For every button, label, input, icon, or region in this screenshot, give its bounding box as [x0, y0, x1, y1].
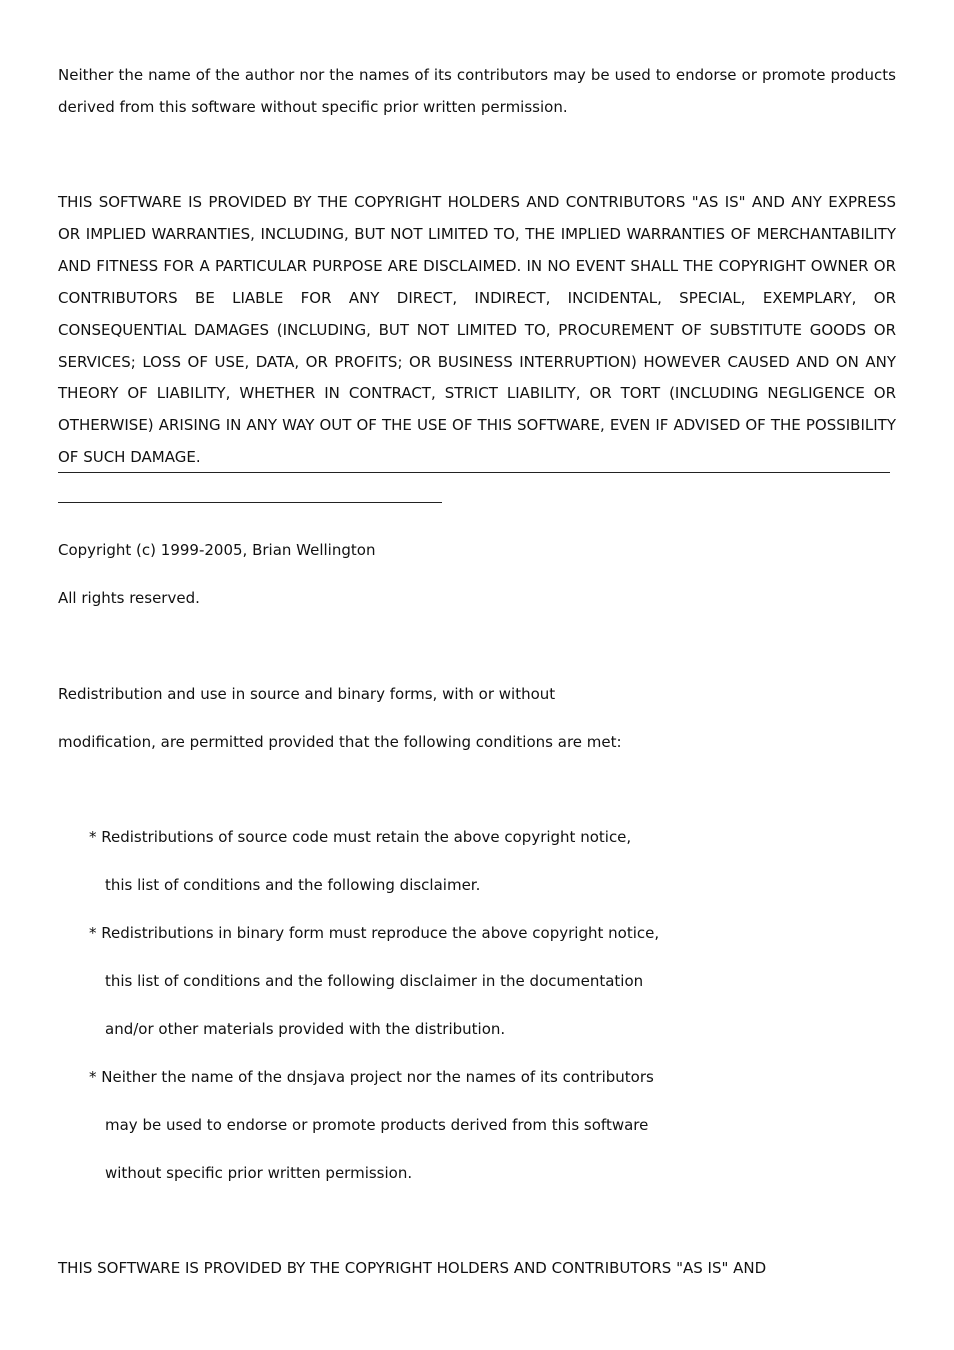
disclaimer-start-line: THIS SOFTWARE IS PROVIDED BY THE COPYRIGHT HOLDERS AND CONTRIBUTORS "AS IS" AND — [58, 1259, 767, 1277]
condition-continuation: without specific prior written permission. — [105, 1164, 413, 1182]
copyright-line: Copyright (c) 1999-2005, Brian Wellington — [58, 541, 376, 559]
redistribution-intro-line: modification, are permitted provided that the following conditions are met: — [58, 733, 622, 751]
rights-line: All rights reserved. — [58, 589, 200, 607]
redistribution-intro-line: Redistribution and use in source and binary forms, with or without — [58, 685, 556, 703]
condition-bullet: * Redistributions of source code must retain the above copyright notice, — [89, 828, 632, 846]
warranty-disclaimer-paragraph: THIS SOFTWARE IS PROVIDED BY THE COPYRIGHT HOLDERS AND CONTRIBUTORS "AS IS" AND ANY EXPRESS OR IMPLIED WARRANTIES, INCLUDING, BUT NOT LIMITED TO, THE IMPLIED WARRANTIES OF MERCHANTABILITY AND FITNESS FOR A PARTICULAR PURPOSE ARE DISCLAIMED. IN NO EVENT SHALL THE COPYRIGHT OWNER OR CONTRIBUTORS BE LIABLE FOR ANY DIRECT, INDIRECT, INCIDENTAL, SPECIAL, EXEMPLARY, OR CONSEQUENTIAL DAMAGES (INCLUDING, BUT NOT LIMITED TO, PROCUREMENT OF SUBSTITUTE GOODS OR SERVICES; LOSS OF USE, DATA, OR PROFITS; OR BUSINESS INTERRUPTION) HOWEVER CAUSED AND ON ANY THEORY OF LIABILITY, WHETHER IN CONTRACT, STRICT LIABILITY, OR TORT (INCLUDING NEGLIGENCE OR OTHERWISE) ARISING IN ANY WAY OUT OF THE USE OF THIS SOFTWARE, EVEN IF ADVISED OF THE POSSIBILITY OF SUCH DAMAGE. — [58, 193, 896, 467]
condition-continuation: and/or other materials provided with the distribution. — [105, 1020, 506, 1038]
condition-continuation: this list of conditions and the following disclaimer. — [105, 876, 481, 894]
condition-continuation: may be used to endorse or promote products derived from this software — [105, 1116, 649, 1134]
separator-line — [58, 472, 890, 473]
condition-continuation: this list of conditions and the following disclaimer in the documentation — [105, 972, 644, 990]
endorsement-paragraph: Neither the name of the author nor the names of its contributors may be used to endorse or promote products derived from this software without specific prior written permission. — [58, 66, 896, 116]
condition-bullet: * Neither the name of the dnsjava project nor the names of its contributors — [89, 1068, 654, 1086]
condition-bullet: * Redistributions in binary form must reproduce the above copyright notice, — [89, 924, 660, 942]
separator-line-short — [58, 502, 442, 503]
